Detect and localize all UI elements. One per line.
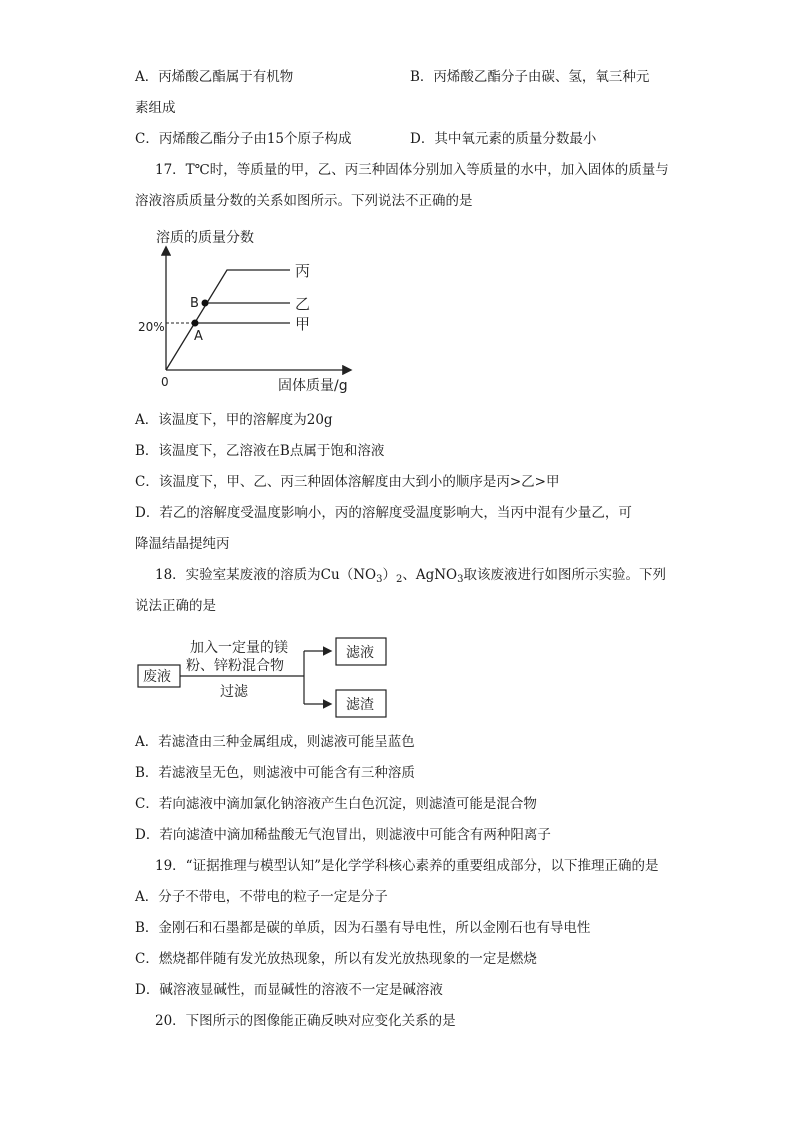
q19-option-a: A．分子不带电，不带电的粒子一定是分子 <box>135 889 388 905</box>
x-axis-label: 固体质量/g <box>278 378 348 394</box>
q19-stem: 19．“证据推理与模型认知”是化学学科核心素养的重要组成部分，以下推理正确的是 <box>155 858 659 874</box>
q17-option-d: D．若乙的溶解度受温度影响小，丙的溶解度受温度影响大，当丙中混有少量乙，可 <box>135 505 632 521</box>
q17-stem: 17．T℃时，等质量的甲，乙、丙三种固体分别加入等质量的水中，加入固体的质量与 <box>155 162 669 178</box>
q18-option-b: B．若滤液呈无色，则滤液中可能含有三种溶质 <box>135 765 415 781</box>
reagent-label-line1: 加入一定量的镁 <box>190 640 288 656</box>
q17-option-b: B．该温度下，乙溶液在B点属于饱和溶液 <box>135 443 385 459</box>
point-b-dot <box>202 300 209 307</box>
q16-option-b-continued: 素组成 <box>135 100 176 116</box>
q20-stem: 20．下图所示的图像能正确反映对应变化关系的是 <box>155 1013 456 1029</box>
q17-option-a: A．该温度下，甲的溶解度为20g <box>135 412 333 428</box>
q16-option-d: D．其中氧元素的质量分数最小 <box>410 131 597 147</box>
q18-option-d: D．若向滤渣中滴加稀盐酸无气泡冒出，则滤液中可能含有两种阳离子 <box>135 827 551 843</box>
q16-option-a: A．丙烯酸乙酯属于有机物 <box>135 69 294 85</box>
residue-label: 滤渣 <box>346 697 374 713</box>
origin-label: 0 <box>161 375 169 389</box>
series-label-jia: 甲 <box>295 315 311 333</box>
y-tick-20-percent: 20% <box>138 320 165 334</box>
q17-option-d-continued: 降温结晶提纯丙 <box>135 536 230 552</box>
waste-liquid-label: 废液 <box>143 669 171 685</box>
series-label-yi: 乙 <box>295 295 311 313</box>
filtration-label: 过滤 <box>220 684 248 700</box>
reagent-label-line2: 粉、锌粉混合物 <box>186 658 284 674</box>
series-label-bing: 丙 <box>295 262 311 280</box>
q18-stem: 18．实验室某废液的溶质为$Cu(NO_3)_2$、AgNO$_3$取该废液进行如图所示实验。下列 <box>155 567 666 585</box>
q18-option-c: C．若向滤液中滴加氯化钠溶液产生白色沉淀，则滤渣可能是混合物 <box>135 796 537 812</box>
filtrate-label: 滤液 <box>346 645 374 661</box>
q17-option-c: C．该温度下，甲、乙、丙三种固体溶解度由大到小的顺序是丙>乙>甲 <box>135 474 560 490</box>
y-axis-label: 溶质的质量分数 <box>156 230 254 246</box>
point-a-label: A <box>194 329 203 344</box>
solubility-graph <box>130 220 370 400</box>
q19-option-d: D．碱溶液显碱性，而显碱性的溶液不一定是碱溶液 <box>135 982 443 998</box>
q17-stem-continued: 溶液溶质质量分数的关系如图所示。下列说法不正确的是 <box>135 193 473 209</box>
q16-option-b: B．丙烯酸乙酯分子由碳、氢，氧三种元 <box>410 69 650 85</box>
experiment-flow-diagram <box>130 628 400 724</box>
q18-option-a: A．若滤渣由三种金属组成，则滤液可能呈蓝色 <box>135 734 415 750</box>
q19-option-b: B．金刚石和石墨都是碳的单质，因为石墨有导电性，所以金刚石也有导电性 <box>135 920 591 936</box>
point-b-label: B <box>190 296 199 311</box>
q19-option-c: C．燃烧都伴随有发光放热现象，所以有发光放热现象的一定是燃烧 <box>135 951 537 967</box>
point-a-dot <box>192 320 199 327</box>
q18-stem-continued: 说法正确的是 <box>135 598 216 614</box>
q16-option-c: C．丙烯酸乙酯分子由15个原子构成 <box>135 131 352 147</box>
series-line-bing <box>166 270 290 370</box>
